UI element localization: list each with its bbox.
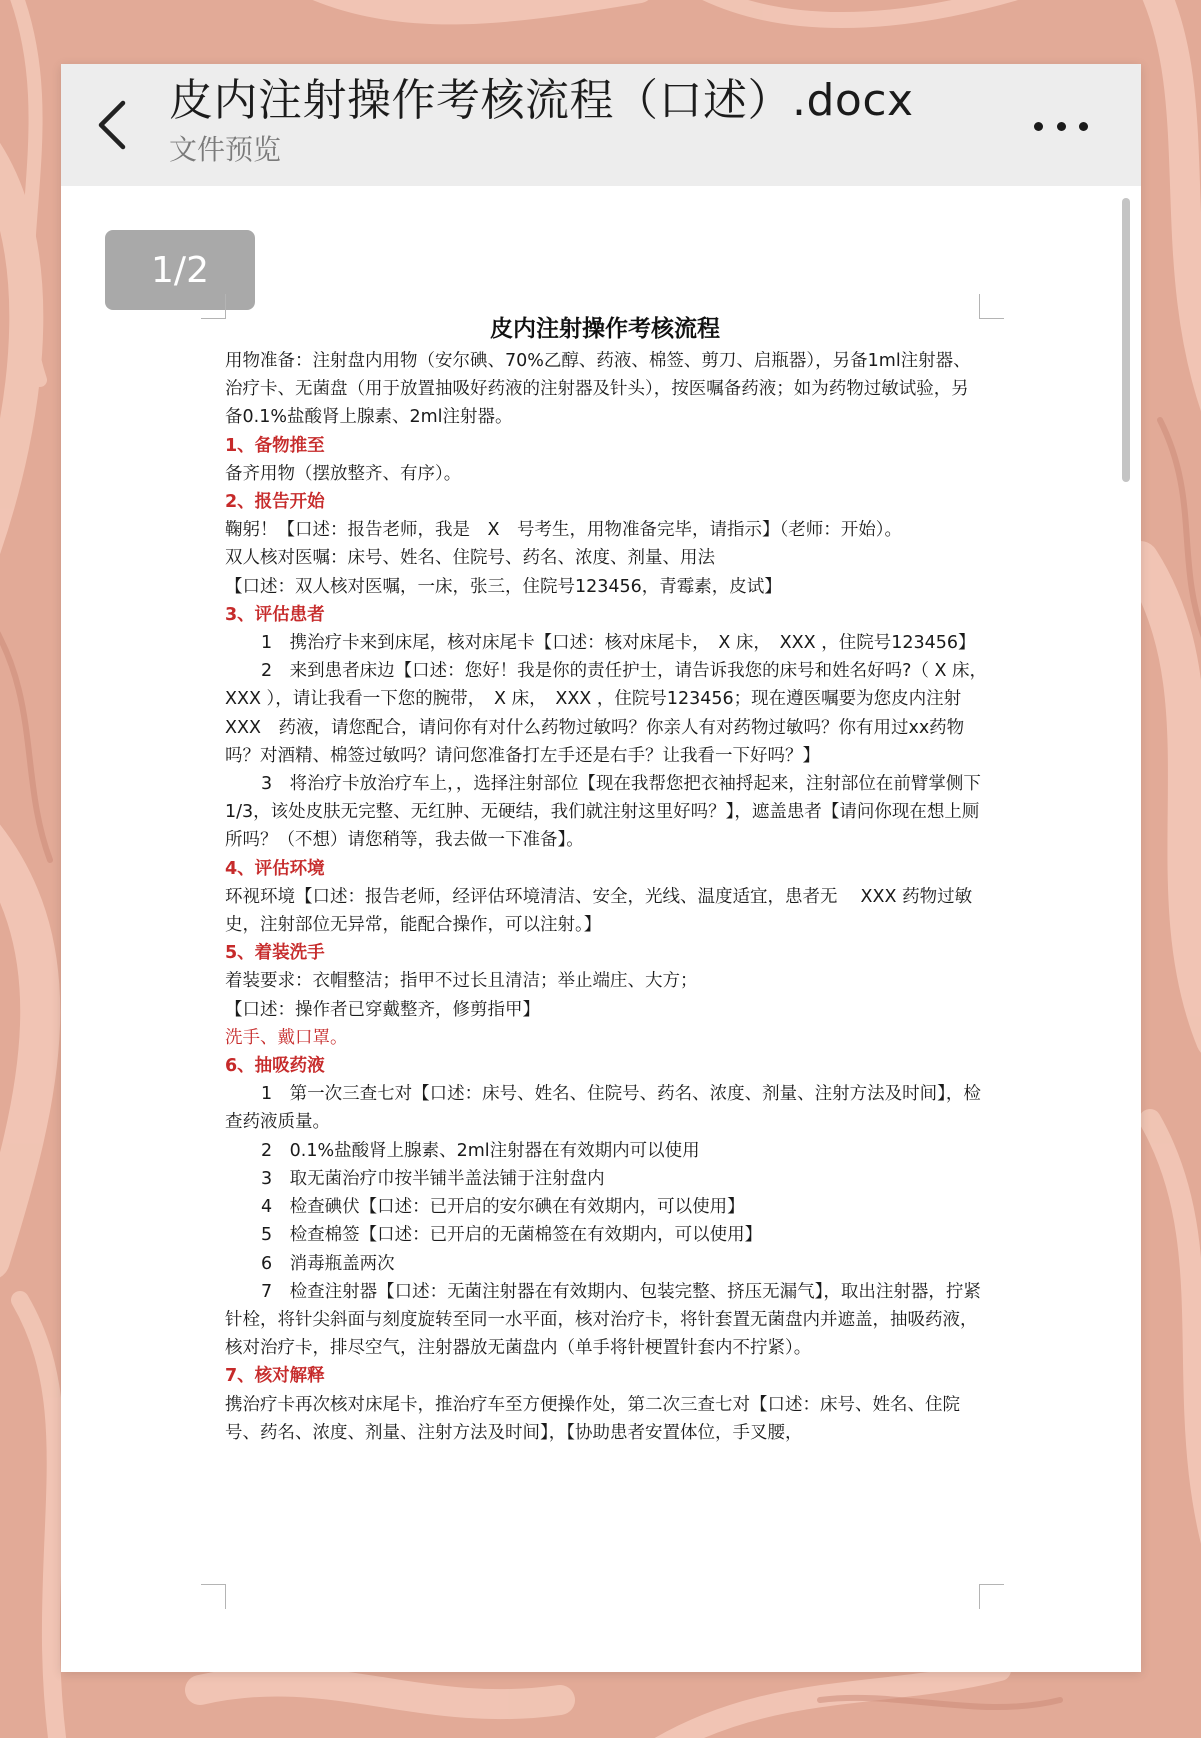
more-horizontal-icon: [1034, 122, 1043, 131]
document-paragraph: 双人核对医嘱：床号、姓名、住院号、药名、浓度、剂量、用法: [225, 548, 715, 569]
document-paragraph: 4 检查碘伏【口述：已开启的安尔碘在有效期内，可以使用】: [261, 1197, 745, 1218]
document-paragraph: 3 将治疗卡放治疗车上，，选择注射部位【现在我帮您把衣袖捋起来，注射部位在前臂掌侧下1/3，该处皮肤无完整、无红肿、无硬结，我们就注射这里好吗？】，遮盖患者【请问你现在想上厕所吗？（不想）请您稍等，我去做一下准备】。: [225, 774, 981, 851]
document-paragraph: 环视环境【口述：报告老师，经评估环境清洁、安全，光线、温度适宜，患者无 XXX 药物过敏史，注射部位无异常，能配合操作，可以注射。】: [225, 886, 973, 936]
document-body: [225, 312, 996, 1447]
page-corner-mark: [979, 1584, 1004, 1609]
page-corner-mark: [201, 294, 226, 319]
document-paragraph: 1 携治疗卡来到床尾，核对床尾卡【口述：核对床尾卡， X 床， XXX ，住院号123456】: [261, 633, 976, 654]
document-paragraph: 6 消毒瓶盖两次: [261, 1253, 395, 1274]
document-paragraph: 用物准备：注射盘内用物（安尔碘、70%乙醇、药液、棉签、剪刀、启瓶器），另备1ml注射器、治疗卡、无菌盘（用于放置抽吸好药液的注射器及针头），按医嘱备药液；如为药物过敏试验，另备0.1%盐酸肾上腺素、2ml注射器。: [225, 351, 971, 428]
document-paragraph: 洗手、戴口罩。: [225, 1027, 348, 1048]
page-corner-mark: [201, 1584, 226, 1609]
back-button[interactable]: [81, 92, 143, 158]
section-heading: 7、核对解释: [225, 1366, 325, 1387]
document-paragraph: 5 检查棉签【口述：已开启的无菌棉签在有效期内，可以使用】: [261, 1225, 763, 1246]
document-preview-window: [61, 64, 1141, 1672]
section-heading: 1、备物推至: [225, 435, 325, 456]
page-indicator: 1/2: [105, 230, 255, 310]
more-options-button[interactable]: [1024, 104, 1098, 148]
document-title: 皮内注射操作考核流程: [490, 316, 720, 342]
section-heading: 6、抽吸药液: [225, 1056, 325, 1077]
document-paragraph: 1 第一次三查七对【口述：床号、姓名、住院号、药名、浓度、剂量、注射方法及时间】，检查药液质量。: [225, 1084, 981, 1133]
section-heading: 4、评估环境: [225, 858, 325, 879]
file-subtitle: 文件预览: [169, 133, 282, 166]
section-heading: 5、着装洗手: [225, 943, 325, 964]
document-paragraph: 着装要求：衣帽整洁；指甲不过长且清洁；举止端庄、大方；: [225, 971, 698, 992]
document-paragraph: 2 来到患者床边【口述：您好！我是你的责任护士，请告诉我您的床号和姓名好吗?（ X 床， XXX ），请让我看一下您的腕带， X 床， XXX ，住院号123456；现在遵医嘱要为您皮内注射 XXX 药液，请您配合，请问你有对什么药物过敏吗？你亲人有对药物过敏吗？你有用过xx药物吗？对酒精、棉签过敏吗？请问您准备打左手还是右手？让我看一下好吗？】: [225, 661, 996, 766]
document-paragraph: 【口述：操作者已穿戴整齐，修剪指甲】: [225, 999, 540, 1020]
file-title: 皮内注射操作考核流程（口述）.docx: [169, 75, 914, 126]
scrollbar-thumb[interactable]: [1122, 198, 1130, 482]
section-heading: 2、报告开始: [225, 492, 325, 513]
document-paragraph: 鞠躬！【口述：报告老师，我是 X 号考生，用物准备完毕，请指示】（老师：开始）。: [225, 520, 902, 541]
document-paragraph: 7 检查注射器【口述：无菌注射器在有效期内、包装完整、挤压无漏气】，取出注射器，拧紧针栓，将针尖斜面与刻度旋转至同一水平面，核对治疗卡，将针套置无菌盘内并遮盖，抽吸药液，核对治疗卡，排尽空气，注射器放无菌盘内（单手将针梗置针套内不拧紧）。: [225, 1281, 981, 1359]
document-paragraph: 【口述：双人核对医嘱，一床，张三，住院号123456，青霉素，皮试】: [225, 576, 782, 597]
document-paragraph: 2 0.1%盐酸肾上腺素、2ml注射器在有效期内可以使用: [261, 1140, 700, 1161]
document-paragraph: 携治疗卡再次核对床尾卡，推治疗车至方便操作处，第二次三查七对【口述：床号、姓名、住院号、药名、浓度、剂量、注射方法及时间】，【协助患者安置体位，手叉腰，: [225, 1394, 960, 1443]
section-heading: 3、评估患者: [225, 604, 325, 625]
chevron-left-icon: [95, 99, 129, 151]
document-paragraph: 备齐用物（摆放整齐、有序）。: [225, 463, 462, 484]
document-paragraph: 3 取无菌治疗巾按半铺半盖法铺于注射盘内: [261, 1168, 605, 1189]
top-bar: [61, 64, 1141, 186]
document-paragraphs: [225, 347, 996, 1447]
